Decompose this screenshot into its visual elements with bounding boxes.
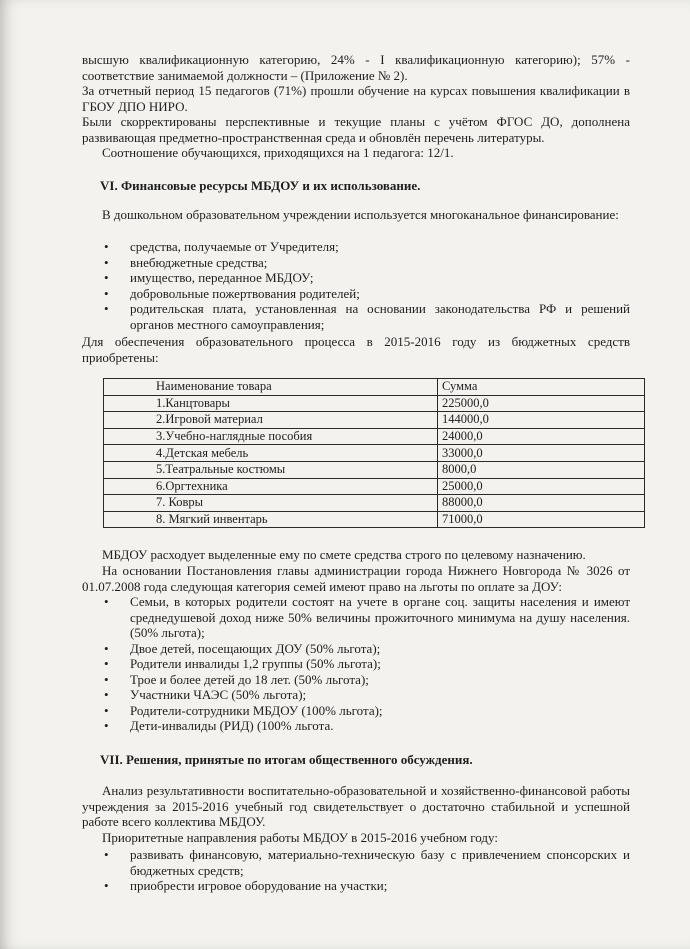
list-item: • внебюджетные средства; xyxy=(82,255,630,271)
table-row: 7. Ковры 88000,0 xyxy=(104,495,645,512)
bullet-icon: • xyxy=(104,847,109,862)
bullet-icon: • xyxy=(104,656,109,671)
list-item: • Участники ЧАЭС (50% льгота); xyxy=(82,687,630,703)
benefits-list xyxy=(82,594,630,734)
list-item: • приобрести игровое оборудование на участки; xyxy=(82,878,630,894)
table-header-row xyxy=(104,379,645,396)
ratio-paragraph: Соотношение обучающихся, приходящихся на 1 педагога: 12/1. xyxy=(102,145,454,160)
list-item: • добровольные пожертвования родителей; xyxy=(82,286,630,302)
column-header-sum: Сумма xyxy=(438,379,645,396)
priorities-list xyxy=(82,847,630,894)
bullet-icon: • xyxy=(104,718,109,733)
bullet-icon: • xyxy=(104,594,109,609)
table-row: 6.Оргтехника 25000,0 xyxy=(104,478,645,495)
section-7-heading: VII. Решения, принятые по итогам общественного обсуждения. xyxy=(100,752,473,767)
analysis-paragraph: Анализ результативности воспитательно-образовательной и хозяйственно-финансовой работы учреждения за 2015-2016 учебный год свидетельствует о достаточно стабильной и успешной работе всего коллектива МБДОУ. xyxy=(82,783,630,829)
table-row: 1.Канцтовары 225000,0 xyxy=(104,395,645,412)
bullet-icon: • xyxy=(104,687,109,702)
bullet-icon: • xyxy=(104,640,109,656)
table-row: 4.Детская мебель 33000,0 xyxy=(104,445,645,462)
bullet-icon: • xyxy=(104,671,109,687)
purchase-text: Для обеспечения образовательного процесса в 2015-2016 году из бюджетных средств приобретены: xyxy=(82,334,630,365)
training-paragraph: За отчетный период 15 педагогов (71%) прошли обучение на курсах повышения квалификации в ГБОУ ДПО НИРО. xyxy=(82,83,630,114)
table-row: 8. Мягкий инвентарь 71000,0 xyxy=(104,511,645,528)
list-item: • Родители инвалиды 1,2 группы (50% льгота); xyxy=(82,656,630,672)
list-item: • средства, получаемые от Учредителя; xyxy=(82,239,630,255)
financing-lead: В дошкольном образовательном учреждении используется многоканальное финансирование: xyxy=(102,207,619,222)
qualification-paragraph: высшую квалификационную категорию, 24% - I квалификационную категорию); 57% - соответствие занимаемой должности – (Приложение № 2). xyxy=(82,52,630,83)
financing-list xyxy=(82,239,630,332)
list-item: • Дети-инвалиды (РИД) (100% льгота. xyxy=(82,718,630,734)
bullet-icon: • xyxy=(104,301,109,316)
list-item: • Родители-сотрудники МБДОУ (100% льгота); xyxy=(82,703,630,719)
purchase-table xyxy=(103,378,645,528)
benefits-lead: На основании Постановления главы администрации города Нижнего Новгорода № 3026 от 01.07.2008 года следующая категория семей имеют право на льготы по оплате за ДОУ: xyxy=(82,563,630,594)
list-item: • имущество, переданное МБДОУ; xyxy=(82,270,630,286)
table-row: 3.Учебно-наглядные пособия 24000,0 xyxy=(104,428,645,445)
list-item: • Двое детей, посещающих ДОУ (50% льгота); xyxy=(82,641,630,657)
section-6-heading: VI. Финансовые ресурсы МБДОУ и их использование. xyxy=(100,178,421,193)
bullet-icon: • xyxy=(104,285,109,301)
list-item: • Семьи, в которых родители состоят на учете в органе соц. защиты населения и имеют среднедушевой доход ниже 50% величины прожиточного минимума на душу населения. (50% льгота); xyxy=(82,594,630,641)
list-item: • Трое и более детей до 18 лет. (50% льгота); xyxy=(82,672,630,688)
expense-note: МБДОУ расходует выделенные ему по смете средства строго по целевому назначению. xyxy=(102,547,586,562)
plans-paragraph: Были скорректированы перспективные и текущие планы с учётом ФГОС ДО, дополнена развивающая предметно-пространственная среда и обновлён перечень литературы. xyxy=(82,114,630,145)
table-row: 2.Игровой материал 144000,0 xyxy=(104,412,645,429)
bullet-icon: • xyxy=(104,254,109,270)
bullet-icon: • xyxy=(104,270,109,285)
priorities-lead: Приоритетные направления работы МБДОУ в 2015-2016 учебном году: xyxy=(102,830,498,845)
list-item: • родительская плата, установленная на основании законодательства РФ и решений органов местного самоуправления; xyxy=(82,301,630,332)
table-row: 5.Театральные костюмы 8000,0 xyxy=(104,461,645,478)
bullet-icon: • xyxy=(104,702,109,718)
intro-text xyxy=(82,52,630,161)
list-item: • развивать финансовую, материально-техническую базу с привлечением спонсорских и бюджетных средств; xyxy=(82,847,630,878)
bullet-icon: • xyxy=(104,878,109,893)
column-header-item: Наименование товара xyxy=(104,379,438,396)
bullet-icon: • xyxy=(104,239,109,254)
